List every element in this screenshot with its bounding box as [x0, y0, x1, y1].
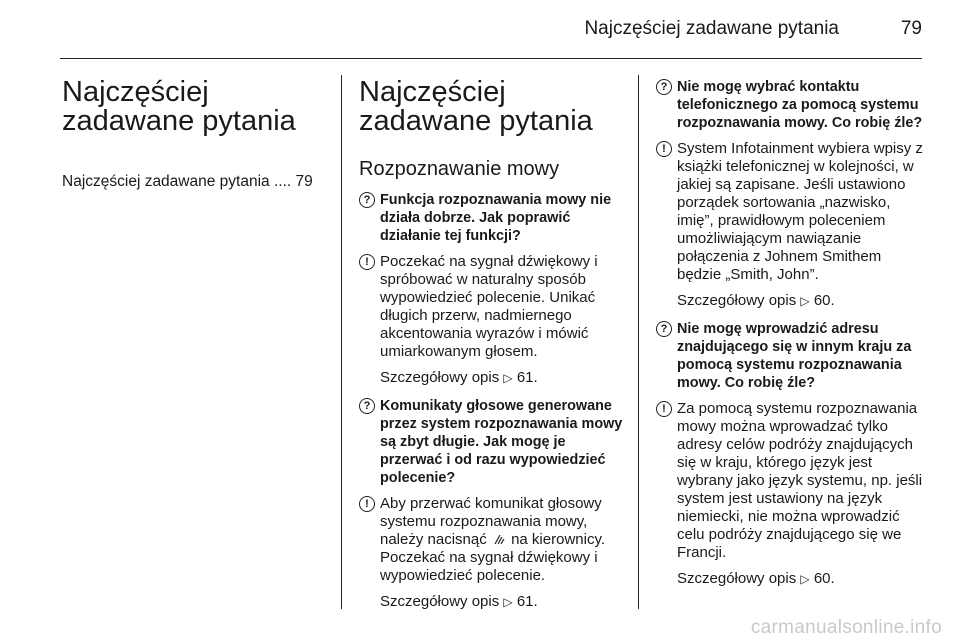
watermark: carmanualsonline.info	[750, 617, 942, 638]
question	[359, 191, 627, 245]
answer-icon: !	[359, 496, 375, 512]
question-text: Nie mogę wybrać kontaktu telefonicznego za pomocą systemu rozpoznawania mowy. Co robię źle?	[677, 79, 923, 131]
arrow-icon: ▷	[503, 595, 513, 609]
question-icon: ?	[656, 79, 672, 95]
cross-reference[interactable]	[656, 570, 928, 588]
arrow-icon: ▷	[800, 294, 810, 308]
header-rule	[60, 58, 922, 59]
answer	[359, 495, 627, 585]
page-number: 79	[900, 18, 922, 39]
question	[656, 78, 928, 132]
reference-page: 60.	[813, 570, 835, 587]
answer-icon: !	[359, 254, 375, 270]
answer	[359, 253, 627, 361]
toc-column	[62, 78, 332, 192]
answer-text-part: Aby przerwać komunikat głosowy systemu rozpoznawania mowy, należy nacisnąć	[380, 495, 602, 548]
question-text: Funkcja rozpoznawania mowy nie działa dobrze. Jak poprawić działanie tej funkcji?	[380, 192, 612, 244]
reference-page: 60.	[813, 292, 835, 309]
column-divider-left	[341, 75, 342, 609]
answer	[656, 140, 928, 284]
column-divider-right	[638, 75, 639, 609]
reference-page: 61.	[516, 369, 538, 386]
reference-page: 61.	[516, 593, 538, 610]
reference-text: Szczegółowy opis	[677, 570, 797, 587]
answer-text-part: na kierownicy. Poczekać na sygnał dźwiękowy i wypowiedzieć polecenie.	[380, 531, 606, 584]
question	[656, 320, 928, 392]
answer-text: Za pomocą systemu rozpoznawania mowy można wprowadzać tylko adresy celów podróży znajdujących się w kraju, którego język jest wybrany jako język systemu, np. jeśli system jest ustawiony na język niemiecki, nie można wprowadzić celu podróży znajdującego się we Francji.	[677, 400, 923, 561]
section-heading: Najczęściej zadawane pytania	[359, 76, 593, 137]
question-text: Nie mogę wprowadzić adresu znajdującego się w innym kraju za pomocą systemu rozpoznawania mowy. Co robię źle?	[677, 321, 912, 391]
cross-reference[interactable]	[359, 369, 627, 387]
running-header-title: Najczęściej zadawane pytania	[584, 18, 839, 39]
answer-text: System Infotainment wybiera wpisy z książki telefonicznej w kolejności, w jakiej są zapisane. Jeśli ustawiono porządek sortowania „nazwisko, imię”, prawidłowym poleceniem umożliwiającym nawiązanie połączenia z Johnem Smithem będzie „Smith, John”.	[677, 140, 923, 283]
question	[359, 397, 627, 487]
voice-button-icon	[493, 533, 505, 546]
faq-column-middle	[359, 78, 627, 621]
arrow-icon: ▷	[503, 371, 513, 385]
reference-text: Szczegółowy opis	[380, 369, 500, 386]
arrow-icon: ▷	[800, 572, 810, 586]
toc-entry[interactable]: Najczęściej zadawane pytania .... 79	[62, 173, 313, 190]
faq-column-right	[656, 78, 928, 598]
answer-icon: !	[656, 141, 672, 157]
answer	[656, 400, 928, 562]
answer-icon: !	[656, 401, 672, 417]
cross-reference[interactable]	[656, 292, 928, 310]
question-icon: ?	[359, 192, 375, 208]
cross-reference[interactable]	[359, 593, 627, 611]
question-icon: ?	[656, 321, 672, 337]
reference-text: Szczegółowy opis	[677, 292, 797, 309]
answer-text: Poczekać na sygnał dźwiękowy i spróbować w naturalny sposób wypowiedzieć polecenie. Unikać długich przerw, nadmiernego akcentowania wyrazów i mówić umiarkowanym głosem.	[380, 253, 598, 360]
question-text: Komunikaty głosowe generowane przez system rozpoznawania mowy są zbyt długie. Jak mogę je przerwać i od razu wypowiedzieć polecenie?	[380, 398, 623, 486]
question-icon: ?	[359, 398, 375, 414]
reference-text: Szczegółowy opis	[380, 593, 500, 610]
subsection-heading: Rozpoznawanie mowy	[359, 158, 560, 180]
section-heading: Najczęściej zadawane pytania	[62, 76, 296, 137]
